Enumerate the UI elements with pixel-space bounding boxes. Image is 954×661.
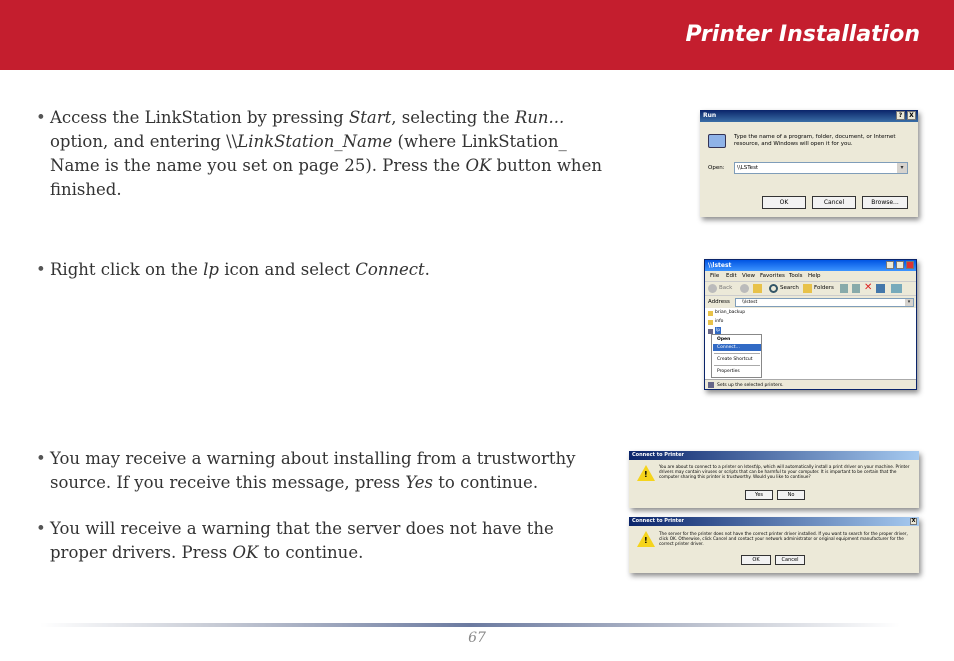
share-folder-icon xyxy=(708,311,713,316)
address-value: \\lstest xyxy=(742,300,758,305)
run-dialog-titlebar xyxy=(700,110,918,122)
run-icon xyxy=(708,134,726,148)
context-menu-create-shortcut[interactable]: Create Shortcut xyxy=(717,357,753,362)
text-run: option, and entering \\ xyxy=(50,132,238,151)
folders-label[interactable]: Folders xyxy=(814,285,834,291)
run-dialog-title: Run xyxy=(703,112,717,119)
page-number: 67 xyxy=(468,630,486,646)
text-run: button when finished. xyxy=(50,156,602,199)
driver-dialog-title: Connect to Printer xyxy=(632,518,684,524)
text-run: to continue. xyxy=(433,473,539,492)
delete-icon[interactable]: ✕ xyxy=(864,282,873,293)
text-emphasis: LinkStation_Name xyxy=(237,132,393,151)
menu-favorites[interactable]: Favorites xyxy=(760,273,785,279)
instruction-connect xyxy=(36,258,621,282)
up-folder-icon[interactable] xyxy=(753,284,762,293)
views-icon[interactable] xyxy=(891,284,902,293)
page-header xyxy=(0,0,954,70)
chevron-down-icon[interactable]: ▾ xyxy=(897,163,907,173)
open-label: Open: xyxy=(708,165,725,171)
warning-mark: ! xyxy=(644,536,648,545)
no-button[interactable]: No xyxy=(777,490,805,500)
text-emphasis: Connect xyxy=(355,260,425,279)
search-label[interactable]: Search xyxy=(780,285,799,291)
page-title: Printer Installation xyxy=(685,22,920,47)
instruction-text xyxy=(36,106,621,202)
chevron-down-icon[interactable]: ▾ xyxy=(905,299,913,306)
text-emphasis: lp xyxy=(203,260,219,279)
status-bar xyxy=(705,379,916,390)
text-run: icon and select xyxy=(218,260,356,279)
text-emphasis: Yes xyxy=(405,473,434,492)
undo-icon[interactable] xyxy=(876,284,885,293)
trust-dialog-screenshot xyxy=(629,451,919,508)
close-button[interactable]: X xyxy=(907,111,916,120)
driver-dialog-titlebar xyxy=(629,517,919,526)
list-item[interactable]: info xyxy=(715,319,724,324)
yes-button[interactable]: Yes xyxy=(745,490,773,500)
footer-divider xyxy=(40,623,900,627)
menu-tools[interactable]: Tools xyxy=(789,273,803,279)
driver-message: The server for the printer does not have the correct printer driver installed. If you want to search for the proper driver, click OK. Otherwise, click Cancel and contact your network administrator or original equipment manufacturer for the correct printer driver. xyxy=(659,531,908,546)
driver-dialog-screenshot xyxy=(629,517,919,573)
menu-divider xyxy=(714,353,760,354)
text-emphasis: Run... xyxy=(514,108,565,127)
context-menu xyxy=(711,334,762,378)
instruction-driver xyxy=(36,517,566,565)
browse-button[interactable]: Browse... xyxy=(862,196,908,209)
menu-divider xyxy=(714,365,760,366)
move-to-icon[interactable] xyxy=(840,284,848,293)
warning-mark: ! xyxy=(644,470,648,479)
printer-icon xyxy=(708,382,714,388)
context-menu-open[interactable]: Open xyxy=(717,337,731,342)
share-folder-icon xyxy=(708,320,713,325)
list-item[interactable]: brian_backup xyxy=(715,310,746,315)
trust-dialog-title: Connect to Printer xyxy=(632,452,684,458)
instruction-text xyxy=(36,258,621,282)
bullet: • xyxy=(36,260,46,279)
run-prompt: Type the name of a program, folder, document, or Internet resource, and Windows will open it for you. xyxy=(734,134,896,147)
forward-icon[interactable] xyxy=(740,284,749,293)
menu-edit[interactable]: Edit xyxy=(726,273,737,279)
open-input[interactable] xyxy=(734,162,908,174)
explorer-title: \\lstest xyxy=(708,262,732,269)
folders-icon[interactable] xyxy=(803,284,812,293)
text-run: You may receive a warning about installing from a trustworthy source. If you receive this message, press xyxy=(50,449,576,492)
text-run: Access the LinkStation by pressing xyxy=(50,108,349,127)
search-icon[interactable] xyxy=(769,284,778,293)
trust-dialog-titlebar xyxy=(629,451,919,460)
bullet: • xyxy=(36,449,46,468)
file-list xyxy=(705,308,916,379)
instruction-text xyxy=(36,517,566,565)
text-run: to continue. xyxy=(258,543,364,562)
bullet: • xyxy=(36,519,46,538)
instruction-run xyxy=(36,106,621,202)
text-emphasis: OK xyxy=(232,543,259,562)
context-menu-connect[interactable] xyxy=(713,344,761,351)
toolbar xyxy=(705,281,916,295)
cancel-button[interactable]: Cancel xyxy=(812,196,856,209)
instruction-trust xyxy=(36,447,621,495)
back-label[interactable]: Back xyxy=(719,285,733,291)
context-menu-connect-label: Connect... xyxy=(717,345,740,350)
text-run: . xyxy=(424,260,430,279)
back-icon[interactable] xyxy=(708,284,717,293)
ok-button[interactable]: OK xyxy=(741,555,771,565)
copy-to-icon[interactable] xyxy=(852,284,860,293)
trust-message: You are about to connect to a printer on lstest\lp, which will automatically install a print driver on your machine. Printer drivers may contain viruses or scripts that can be harmful to your computer. It is important to be certain that the computer sharing this printer is trustworthy. Would you like to continue? xyxy=(659,464,910,479)
address-bar xyxy=(705,295,916,308)
address-input[interactable] xyxy=(735,298,914,307)
menu-file[interactable]: File xyxy=(710,273,720,279)
context-menu-properties[interactable]: Properties xyxy=(717,369,740,374)
status-text: Sets up the selected printers. xyxy=(717,383,784,388)
run-dialog-screenshot xyxy=(700,110,918,217)
list-item-selected[interactable]: lp xyxy=(716,328,721,333)
minimize-icon[interactable] xyxy=(886,261,894,269)
open-input-value: \\LSTest xyxy=(737,165,759,171)
text-run: You will receive a warning that the server does not have the proper drivers. Press xyxy=(50,519,554,562)
explorer-screenshot xyxy=(704,259,917,390)
text-run: Right click on the xyxy=(50,260,204,279)
maximize-icon[interactable] xyxy=(896,261,904,269)
help-button[interactable]: ? xyxy=(896,111,905,120)
ok-button[interactable]: OK xyxy=(762,196,806,209)
text-emphasis: OK xyxy=(465,156,492,175)
close-button[interactable]: X xyxy=(911,518,916,524)
address-label: Address xyxy=(708,299,730,305)
close-icon[interactable] xyxy=(906,261,914,269)
text-emphasis: Start xyxy=(348,108,392,127)
menu-bar xyxy=(705,271,916,281)
bullet: • xyxy=(36,108,46,127)
explorer-titlebar xyxy=(705,260,916,271)
menu-view[interactable]: View xyxy=(742,273,756,279)
menu-help[interactable]: Help xyxy=(808,273,821,279)
text-run: (where LinkStation_ Name is the name you set on page 25). Press the xyxy=(50,132,567,175)
text-run: , selecting the xyxy=(391,108,515,127)
cancel-button[interactable]: Cancel xyxy=(775,555,805,565)
instruction-text xyxy=(36,447,621,495)
